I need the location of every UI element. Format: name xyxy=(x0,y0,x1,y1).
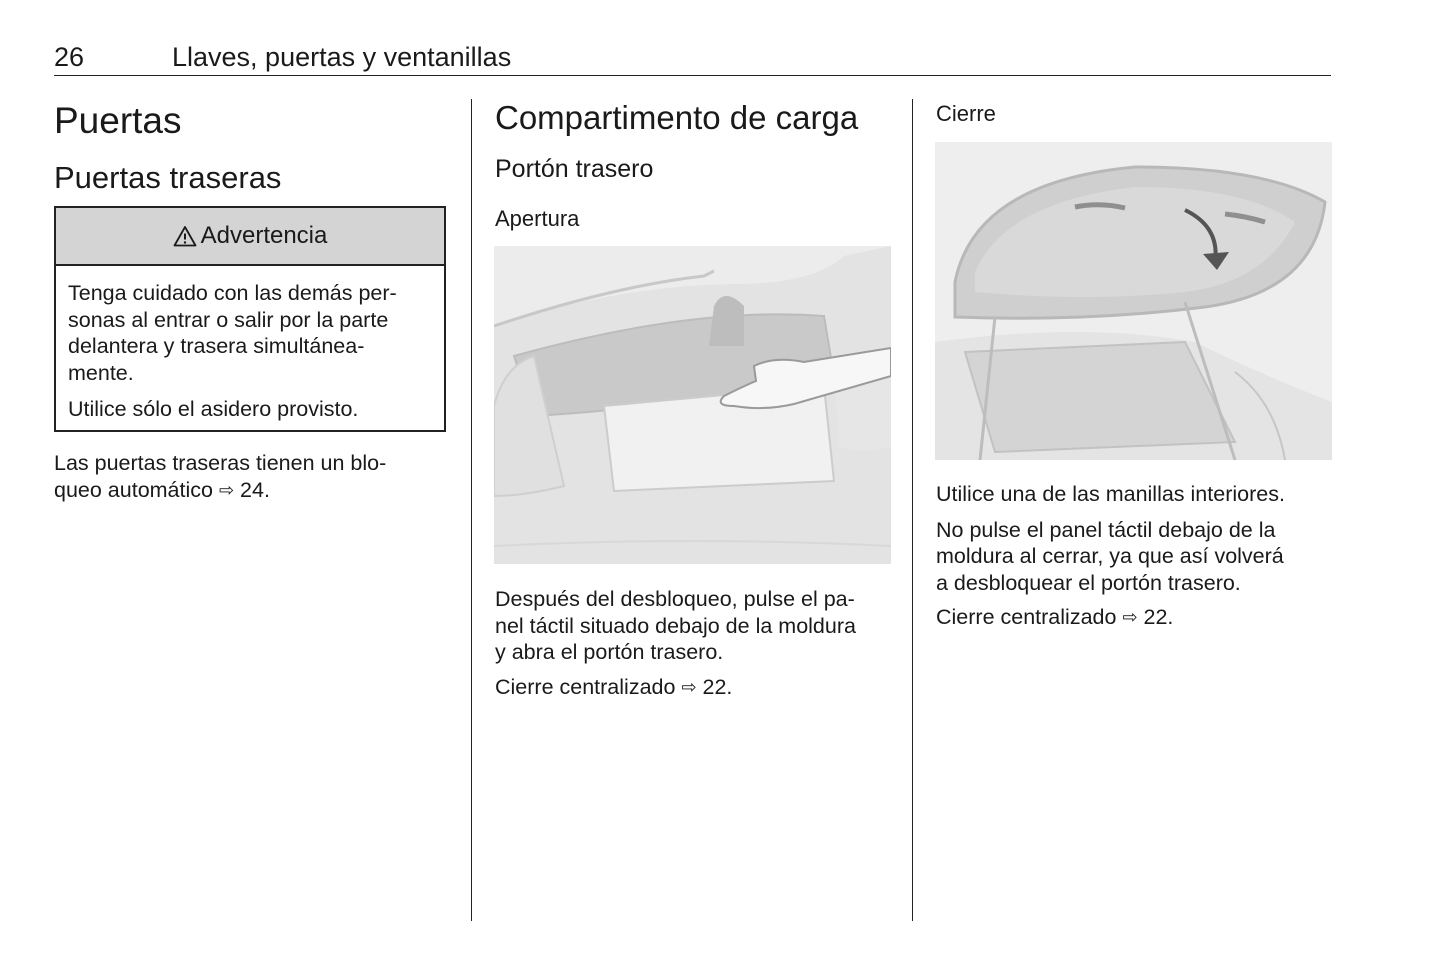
warning-line: Tenga cuidado con las demás per- xyxy=(68,281,397,305)
cross-reference xyxy=(495,674,895,701)
page-number: 26 xyxy=(54,42,85,72)
warning-header xyxy=(56,208,444,266)
warning-extra: Utilice sólo el asidero provisto. xyxy=(68,397,359,421)
body-line: nel táctil situado debajo de la moldura xyxy=(495,613,856,638)
subsection-heading: Portón trasero xyxy=(495,155,654,183)
body-line: y abra el portón trasero. xyxy=(495,640,724,664)
subhead: Cierre xyxy=(936,101,996,126)
warning-line: delantera y trasera simultánea- xyxy=(68,334,365,358)
header-rule xyxy=(54,75,1331,76)
tailgate-closing-illustration xyxy=(935,142,1332,460)
body-line: Después del desbloqueo, pulse el pa- xyxy=(495,587,855,611)
tailgate-opening-illustration xyxy=(494,246,891,564)
warning-line: mente. xyxy=(68,360,134,385)
subhead: Apertura xyxy=(495,206,580,231)
reference-text: Cierre centralizado xyxy=(936,605,1117,629)
warning-triangle-icon xyxy=(173,225,197,247)
page-reference[interactable]: 22. xyxy=(702,674,733,699)
section-heading: Puertas traseras xyxy=(54,160,282,195)
body-line: Utilice una de las manillas interiores. xyxy=(936,482,1285,506)
page-heading: Puertas xyxy=(54,100,182,141)
reference-arrow-icon: ⇨ xyxy=(218,479,235,500)
column-divider-1 xyxy=(471,99,472,921)
warning-box xyxy=(54,206,446,432)
body-line-ref xyxy=(54,477,454,504)
section-title: Llaves, puertas y ventanillas xyxy=(172,42,512,72)
warning-line: sonas al entrar o salir por la parte xyxy=(68,307,389,332)
tailgate-closing-drawing xyxy=(935,142,1332,460)
reference-arrow-icon: ⇨ xyxy=(681,676,697,697)
body-line: Las puertas traseras tienen un blo- xyxy=(54,451,387,475)
column-divider-2 xyxy=(912,99,913,921)
section-heading: Compartimento de carga xyxy=(495,99,859,136)
body-line: a desbloquear el portón trasero. xyxy=(936,570,1241,595)
page-reference[interactable]: 22. xyxy=(1143,605,1174,629)
page-reference[interactable]: 24. xyxy=(240,477,270,502)
body-line: moldura al cerrar, ya que así volverá xyxy=(936,544,1284,568)
warning-label: Advertencia xyxy=(200,222,328,249)
reference-arrow-icon: ⇨ xyxy=(1122,607,1138,627)
reference-text: Cierre centralizado xyxy=(495,674,676,699)
body-line: No pulse el panel táctil debajo de la xyxy=(936,517,1276,542)
cross-reference xyxy=(936,604,1336,631)
tailgate-opening-drawing xyxy=(494,246,891,564)
body-text: queo automático xyxy=(54,477,213,502)
